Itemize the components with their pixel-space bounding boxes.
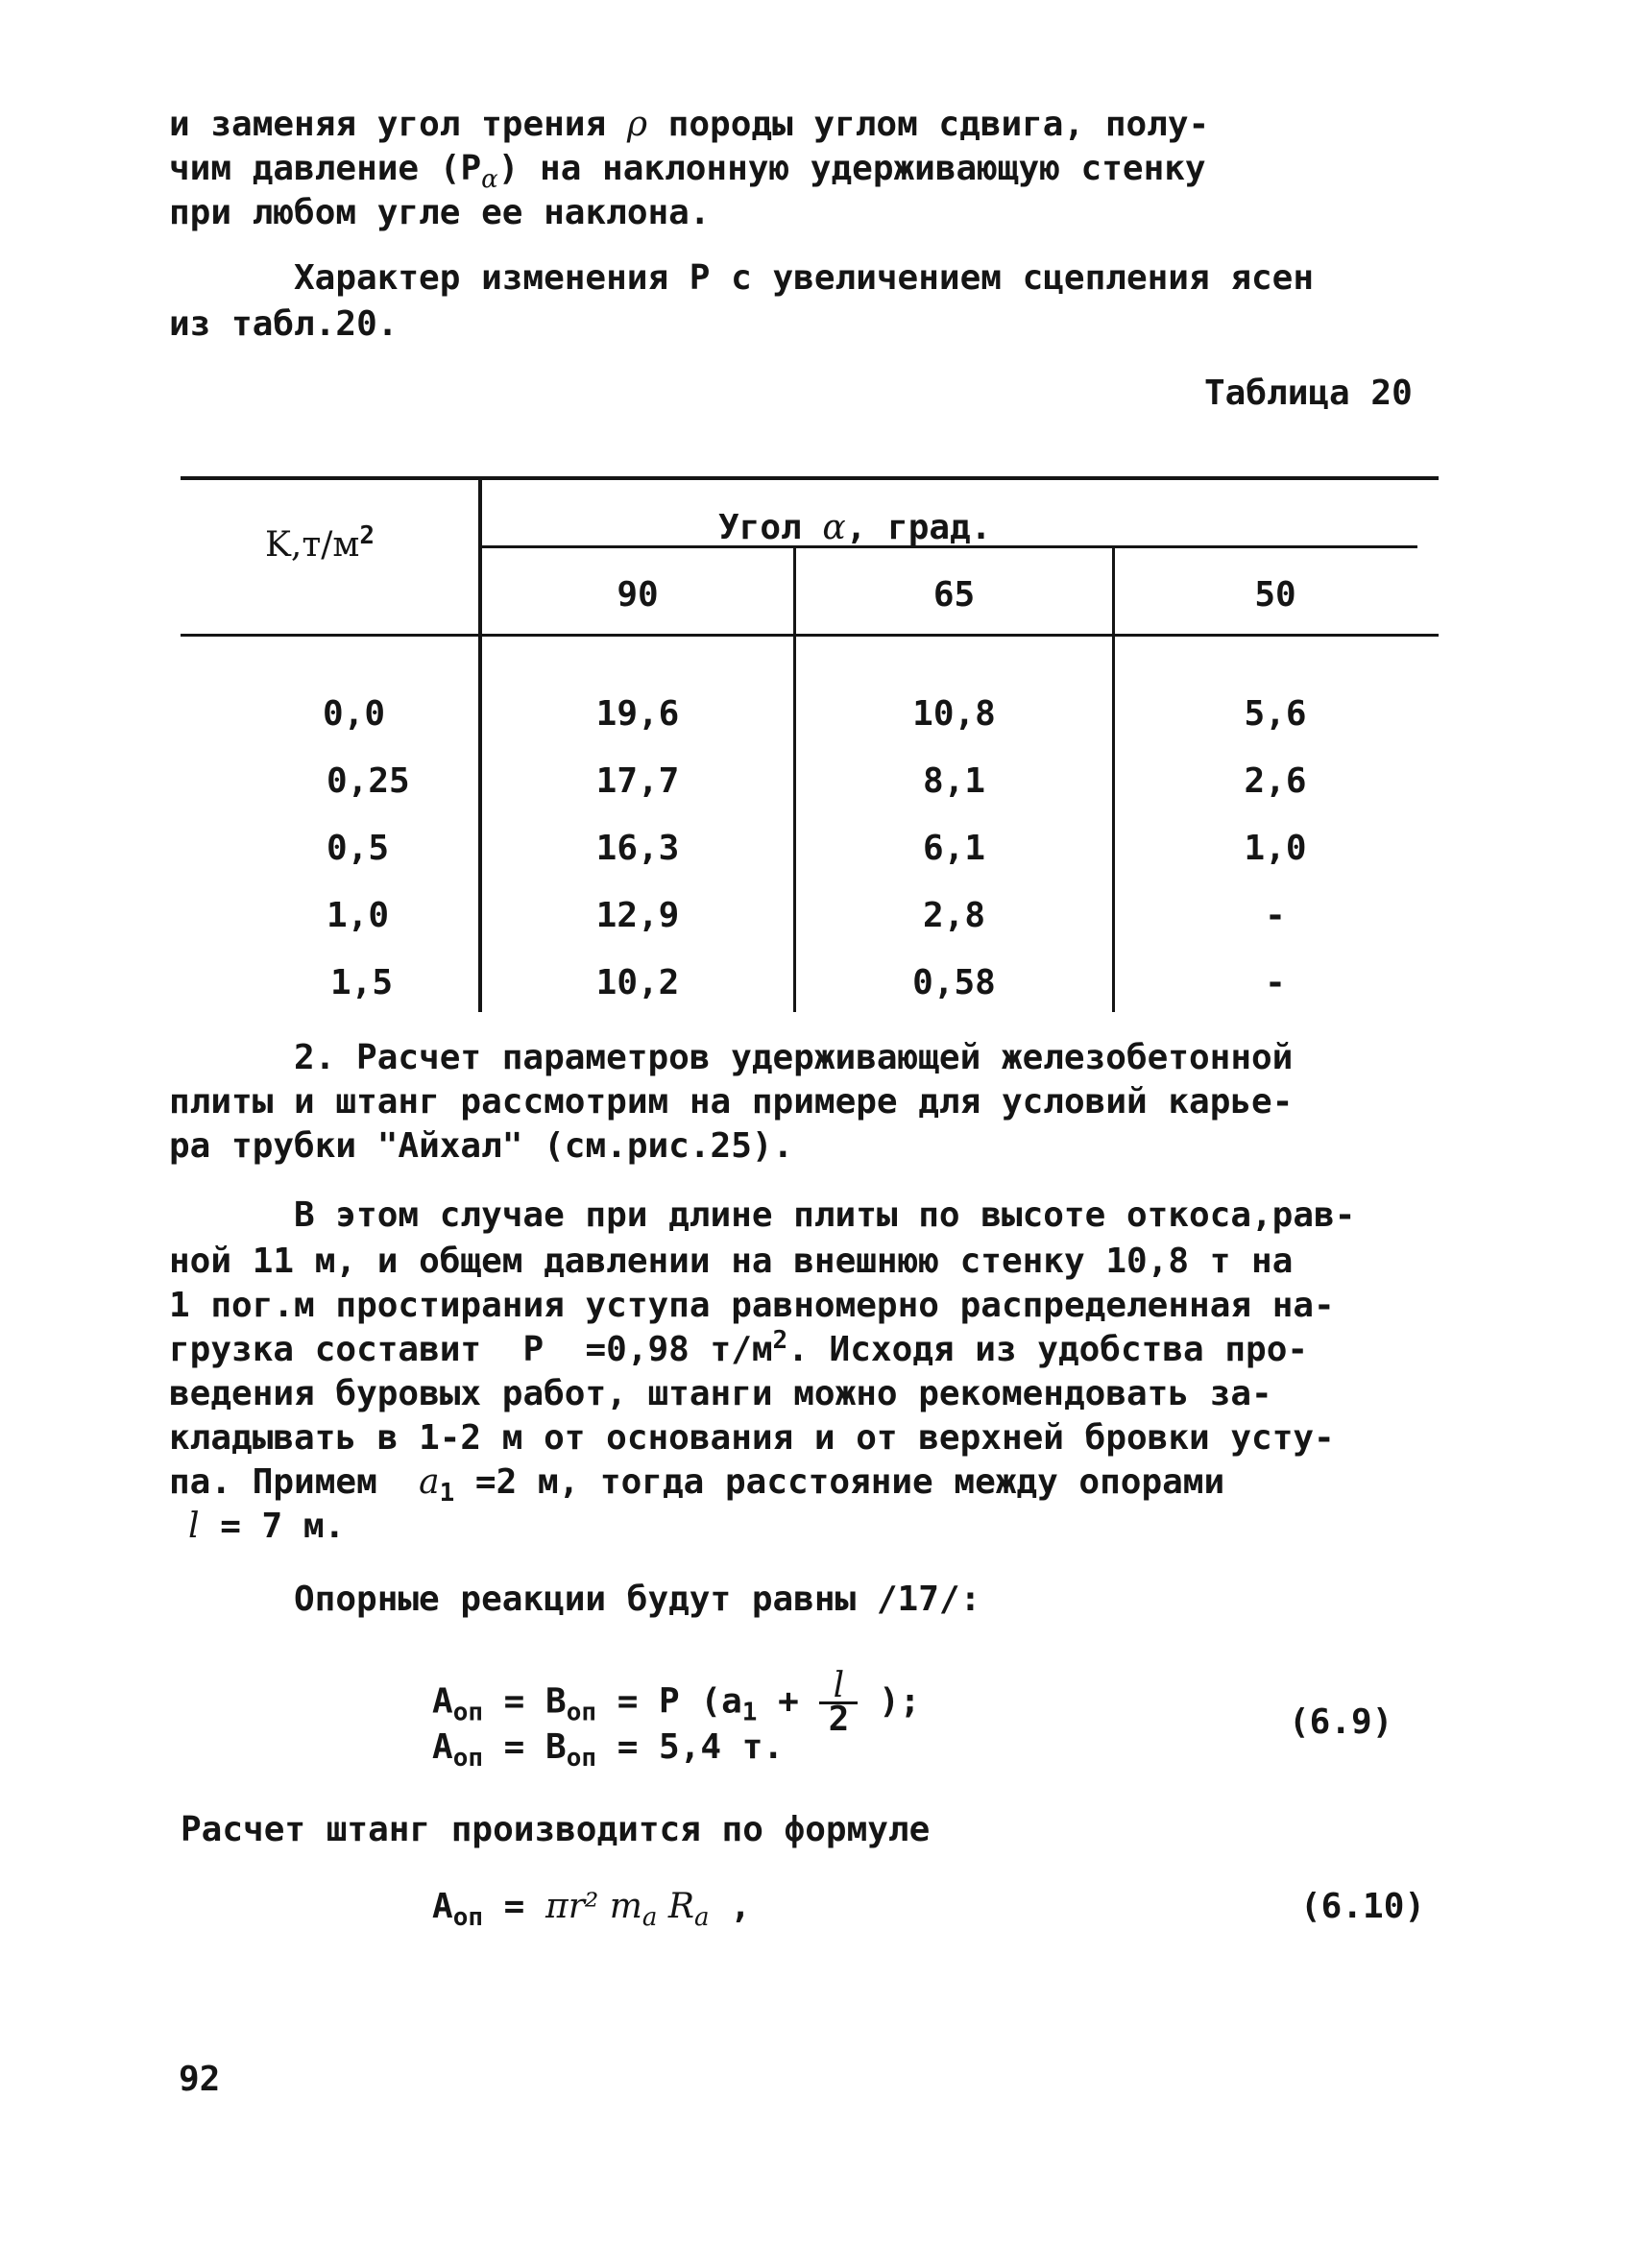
cell-value: 10,2 [595,963,680,1002]
paragraph-4-line-7: па. Примем $a_1 =2$ м, тогда расстояние между опорами [169,1462,1225,1508]
cell-value: 12,9 [595,896,680,935]
cell-value: - [1265,896,1286,935]
paragraph-2-line-2: из табл.20. [169,304,399,344]
cell-value: 2,6 [1244,761,1307,801]
table-caption: Таблица 20 [1204,374,1413,413]
column-header-50: 50 [1254,575,1296,615]
paragraph-3-line-3: ра трубки "Айхал" (см.рис.25). [169,1126,794,1166]
paragraph-6: Расчет штанг производится по формуле [181,1810,931,1849]
cell-value: 8,1 [922,761,986,801]
row-header-label: $K,т/м^2$ [265,521,375,565]
paragraph-4-line-4: грузка составит P =0,98 $т/м^2$. Исходя из удобства про- [169,1326,1309,1369]
column-header-65: 65 [932,575,976,615]
paragraph-4-line-3: 1 пог.м простирания уступа равномерно распределенная на- [169,1286,1335,1325]
cell-value: 17,7 [595,761,680,801]
cell-value: - [1265,963,1286,1002]
paragraph-1-line-1: и заменяя угол трения ρ породы углом сдвига, полу- [169,105,1210,144]
cell-value: 1,0 [1244,829,1307,868]
equation-number-6-10: (6.10) [1300,1887,1426,1926]
row-key: 0,0 [323,694,386,734]
header-bottom-rule [181,634,1439,637]
cell-value: 5,6 [1244,694,1307,734]
cell-value: 2,8 [922,896,986,935]
table-top-rule [181,476,1439,480]
cell-value: 10,8 [912,694,996,734]
row-key: 1,0 [327,896,390,935]
fraction: $\frac{l}{2}$ [819,1671,858,1735]
paragraph-2-line-1: Характер изменения P с увеличением сцепления ясен [294,258,1315,298]
paragraph-1-line-2: чим давление $(P_\alpha)$ на наклонную удерживающую стенку [169,149,1206,195]
equation-number-6-9: (6.9) [1289,1702,1393,1742]
cell-value: 0,58 [912,963,996,1002]
page-number: 92 [179,2060,221,2099]
paragraph-3-line-2: плиты и штанг рассмотрим на примере для условий карье- [169,1082,1294,1122]
equation-3: $A_{оп} = \pi r^2$ $m_a$ $R_a$ , [432,1887,751,1933]
row-key: 1,5 [330,963,394,1002]
paragraph-4-line-5: ведения буровых работ, штанги можно рекомендовать за- [169,1374,1272,1413]
paragraph-1-line-3: при любом угле ее наклона. [169,193,711,232]
paragraph-4-line-1: В этом случае при длине плиты по высоте откоса,рав- [294,1195,1356,1235]
paragraph-4-line-6: кладывать в 1-2 м от основания и от верхней бровки усту- [169,1418,1335,1458]
cell-value: 16,3 [595,829,680,868]
paragraph-3-line-1: 2. Расчет параметров удерживающей железобетонной [294,1038,1294,1077]
paragraph-4-line-8: l = 7 м. [188,1507,346,1546]
row-key: 0,25 [327,761,410,801]
equation-2: $A_{оп} = B_{оп} = 5,4$ т. [432,1727,785,1773]
paragraph-5: Опорные реакции будут равны /17/: [294,1580,981,1619]
equation-1: $A_{оп} = B_{оп} = P$ ($a_1$ + $\frac{l}{2}$ ); [432,1666,921,1739]
column-header-90: 90 [617,575,659,615]
paragraph-4-line-2: ной 11 м, и общем давлении на внешнюю стенку 10,8 т на [169,1242,1294,1281]
row-key: 0,5 [327,829,390,868]
cell-value: 6,1 [922,829,986,868]
group-header-label: Угол α, град. [718,508,992,547]
cell-value: 19,6 [595,694,680,734]
